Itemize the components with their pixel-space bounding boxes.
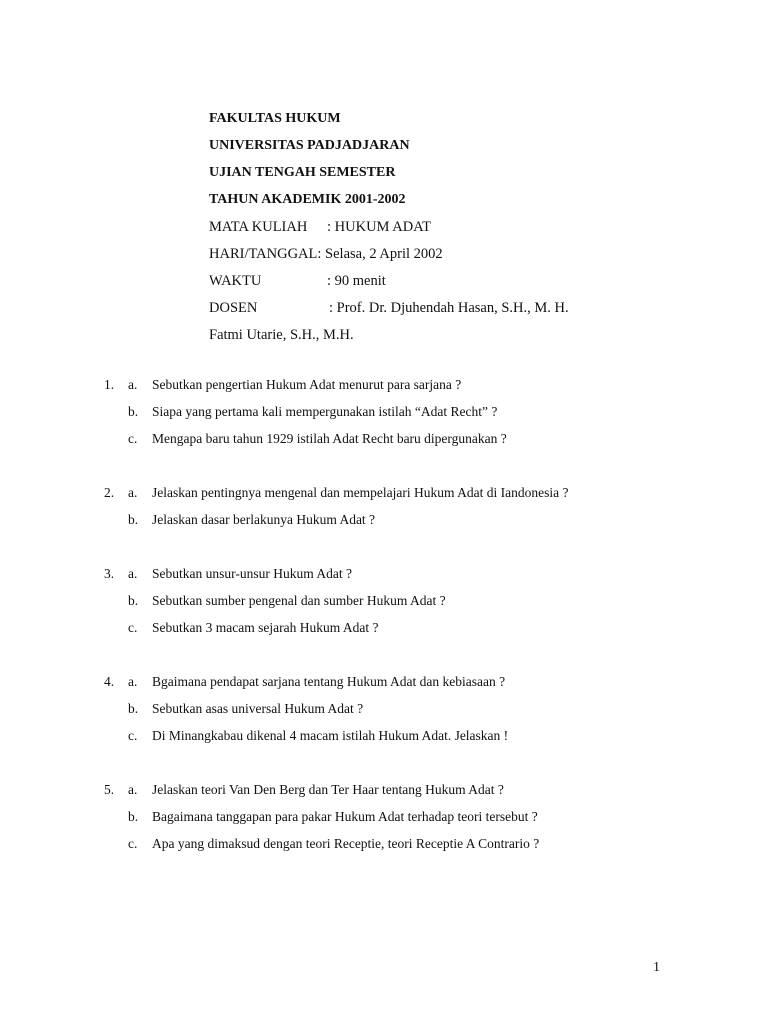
question-letter: a. (128, 485, 138, 500)
question-item (104, 833, 704, 860)
question-letter: c. (128, 836, 138, 851)
question-text: Siapa yang pertama kali mempergunakan istilah “Adat Recht” ? (152, 404, 498, 419)
exam-header (209, 108, 729, 351)
question-text: Jelaskan teori Van Den Berg dan Ter Haar tentang Hukum Adat ? (152, 782, 504, 797)
question-item (104, 779, 704, 806)
university-name: UNIVERSITAS PADJADJARAN (209, 138, 410, 153)
question-item (104, 590, 704, 617)
date-row (209, 243, 729, 270)
question-number: 3. (104, 566, 115, 581)
exam-title: UJIAN TENGAH SEMESTER (209, 165, 396, 180)
question-letter: b. (128, 701, 139, 716)
question-letter: b. (128, 404, 139, 419)
question-group (104, 482, 704, 536)
question-text: Jelaskan dasar berlakunya Hukum Adat ? (152, 512, 376, 527)
question-text: Sebutkan 3 macam sejarah Hukum Adat ? (152, 620, 379, 635)
question-number: 1. (104, 377, 115, 392)
lecturer-value: : Prof. Dr. Djuhendah Hasan, S.H., M. H. (329, 300, 569, 316)
question-item (104, 428, 704, 455)
question-number: 2. (104, 485, 115, 500)
question-text: Mengapa baru tahun 1929 istilah Adat Recht baru dipergunakan ? (152, 431, 507, 446)
question-item (104, 374, 704, 401)
question-group (104, 563, 704, 644)
question-item (104, 401, 704, 428)
lecturer-value-2: Fatmi Utarie, S.H., M.H. (209, 327, 354, 343)
faculty-name: FAKULTAS HUKUM (209, 111, 341, 126)
question-letter: b. (128, 593, 139, 608)
duration-label: WAKTU (209, 273, 262, 289)
question-letter: c. (128, 620, 138, 635)
duration-row (209, 270, 729, 297)
question-text: Di Minangkabau dikenal 4 macam istilah Hukum Adat. Jelaskan ! (152, 728, 509, 743)
question-item (104, 509, 704, 536)
question-number: 4. (104, 674, 115, 689)
question-letter: a. (128, 674, 138, 689)
question-letter: b. (128, 512, 139, 527)
question-text: Bgaimana pendapat sarjana tentang Hukum Adat dan kebiasaan ? (152, 674, 506, 689)
question-item (104, 698, 704, 725)
lecturer-row-2 (209, 324, 729, 351)
duration-value: : 90 menit (327, 273, 386, 289)
question-list (104, 374, 704, 887)
question-item (104, 563, 704, 590)
course-label: MATA KULIAH (209, 219, 308, 235)
date-label: HARI/TANGGAL (209, 246, 318, 262)
question-text: Jelaskan pentingnya mengenal dan mempelajari Hukum Adat di Iandonesia ? (152, 485, 569, 500)
question-letter: b. (128, 809, 139, 824)
question-text: Sebutkan sumber pengenal dan sumber Hukum Adat ? (152, 593, 446, 608)
question-text: Apa yang dimaksud dengan teori Receptie, teori Receptie A Contrario ? (152, 836, 540, 851)
question-item (104, 617, 704, 644)
question-text: Bagaimana tanggapan para pakar Hukum Adat terhadap teori tersebut ? (152, 809, 538, 824)
question-letter: c. (128, 728, 138, 743)
question-group (104, 671, 704, 752)
course-value: : HUKUM ADAT (327, 219, 431, 235)
question-letter: c. (128, 431, 138, 446)
date-value: : Selasa, 2 April 2002 (317, 246, 443, 262)
question-text: Sebutkan pengertian Hukum Adat menurut para sarjana ? (152, 377, 462, 392)
question-letter: a. (128, 566, 138, 581)
lecturer-row (209, 297, 729, 324)
question-item (104, 806, 704, 833)
question-item (104, 482, 704, 509)
question-item (104, 725, 704, 752)
question-letter: a. (128, 377, 138, 392)
question-text: Sebutkan unsur-unsur Hukum Adat ? (152, 566, 352, 581)
question-group (104, 374, 704, 455)
question-number: 5. (104, 782, 115, 797)
page-number: 1 (653, 960, 660, 975)
question-text: Sebutkan asas universal Hukum Adat ? (152, 701, 364, 716)
course-row (209, 216, 729, 243)
question-letter: a. (128, 782, 138, 797)
question-item (104, 671, 704, 698)
academic-year: TAHUN AKADEMIK 2001-2002 (209, 192, 406, 207)
question-group (104, 779, 704, 860)
lecturer-label: DOSEN (209, 300, 258, 316)
